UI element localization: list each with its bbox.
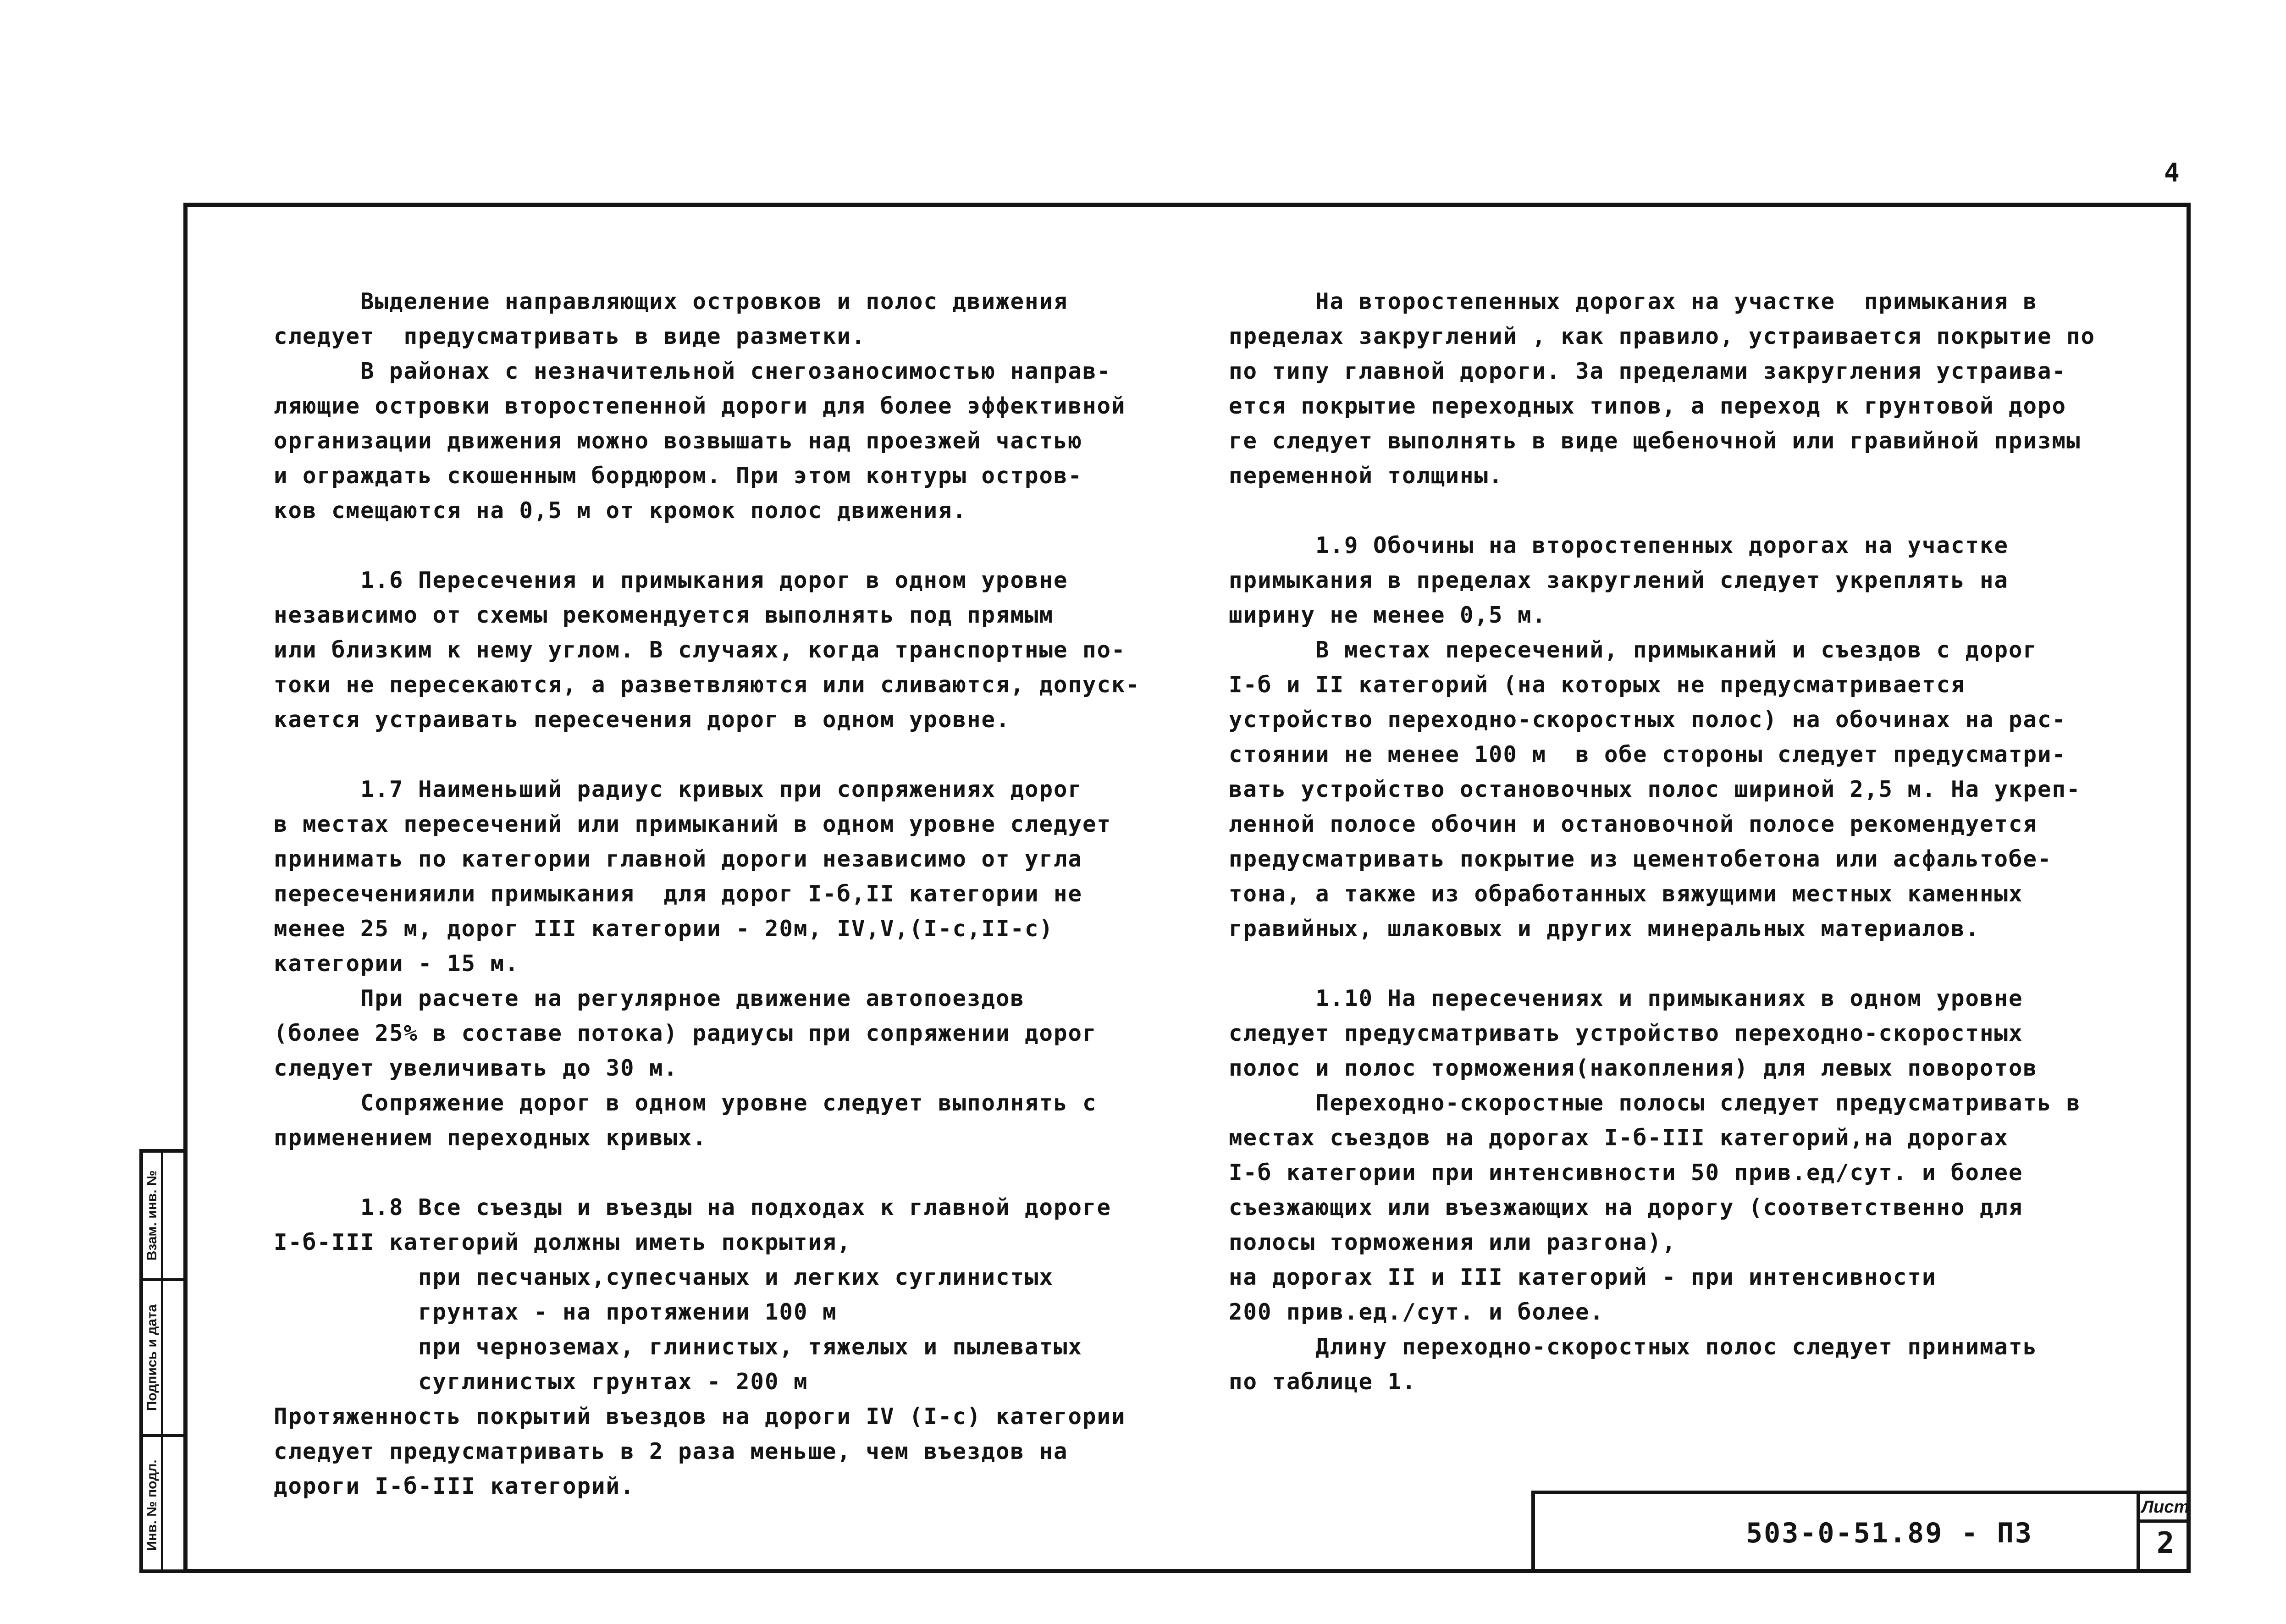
corner-page-number: 4	[2164, 158, 2180, 188]
text-line: дороги I-б-III категорий.	[274, 1473, 635, 1499]
stamp-column-labels	[143, 1153, 163, 1569]
text-line: I-б категории при интенсивности 50 прив.ед/сут. и более	[1229, 1160, 2023, 1186]
stamp-label-replacement-inventory: Взам. инв. №	[144, 1170, 160, 1261]
text-line: ется покрытие переходных типов, а переход к грунтовой доро	[1229, 393, 2067, 419]
sheet-box	[2137, 1494, 2191, 1573]
title-block	[1531, 1491, 2191, 1573]
text-line: I-б-III категорий должны иметь покрытия,	[274, 1229, 852, 1255]
text-line: по таблице 1.	[1229, 1369, 1417, 1395]
document-code: 503-0-51.89 - ПЗ	[1746, 1517, 2033, 1549]
text-line: На второстепенных дорогах на участке примыкания в	[1229, 288, 2038, 315]
text-line: тона, а также из обработанных вяжущими местных каменных	[1229, 881, 2023, 907]
text-line: ге следует выполнять в виде щебеночной или гравийной призмы	[1229, 428, 2081, 454]
text-line: следует предусматривать устройство переходно-скоростных	[1229, 1020, 2023, 1046]
text-line: 1.6 Пересечения и примыкания дорог в одном уровне	[274, 567, 1068, 593]
stamp-value-cell	[163, 1153, 184, 1281]
sheet-number: 2	[2156, 1526, 2175, 1560]
text-line: или близким к нему углом. В случаях, когда транспортные по-	[274, 637, 1126, 663]
text-line: 200 прив.ед./сут. и более.	[1229, 1299, 1605, 1325]
stamp-column-values	[163, 1153, 184, 1569]
stamp-cell-signature-date	[143, 1281, 161, 1437]
text-line: менее 25 м, дорог III категории - 20м, IV,V,(I-с,II-с)	[274, 916, 1054, 942]
text-line: независимо от схемы рекомендуется выполнять под прямым	[274, 602, 1054, 628]
text-line: принимать по категории главной дороги независимо от угла	[274, 846, 1083, 872]
text-line: съезжающих или въезжающих на дорогу (соответственно для	[1229, 1194, 2023, 1221]
text-line: грунтах - на протяжении 100 м	[274, 1299, 837, 1325]
text-line: вать устройство остановочных полос шириной 2,5 м. На укреп-	[1229, 776, 2081, 802]
text-line: Переходно-скоростные полосы следует предусматривать в	[1229, 1090, 2081, 1116]
text-line: суглинистых грунтах - 200 м	[274, 1369, 808, 1395]
text-line: устройство переходно-скоростных полос) на обочинах на рас-	[1229, 707, 2067, 733]
text-line: (более 25% в составе потока) радиусы при сопряжении дорог	[274, 1020, 1097, 1046]
text-line: 1.8 Все съезды и въезды на подходах к главной дороге	[274, 1194, 1112, 1221]
text-line: 1.10 На пересечениях и примыканиях в одном уровне	[1229, 985, 2023, 1011]
text-line: I-б и II категорий (на которых не предусматривается	[1229, 672, 1966, 698]
stamp-cell-replacement-inventory	[143, 1153, 161, 1281]
text-line: 1.9 Обочины на второстепенных дорогах на участке	[1229, 532, 2009, 558]
stamp-value-cell	[163, 1437, 184, 1573]
text-line: местах съездов на дорогах I-б-III категорий,на дорогах	[1229, 1125, 2009, 1151]
text-line: применением переходных кривых.	[274, 1125, 707, 1151]
text-line: гравийных, шлаковых и других минеральных материалов.	[1229, 916, 1980, 942]
text-line: следует предусматривать в виде разметки.	[274, 323, 866, 349]
paragraph-gap	[274, 1155, 1209, 1190]
stamp-value-cell	[163, 1281, 184, 1437]
text-line: пределах закруглений , как правило, устраивается покрытие по	[1229, 323, 2096, 349]
text-line: Протяженность покрытий въездов на дороги IV (I-с) категории	[274, 1403, 1126, 1430]
stamp-label-original-inventory: Инв. № подл.	[144, 1459, 160, 1551]
paragraph-gap	[1229, 493, 2146, 528]
text-line: и ограждать скошенным бордюром. При этом контуры остров-	[274, 463, 1083, 489]
sheet-label: Лист	[2140, 1494, 2191, 1523]
stamp-cell-original-inventory	[143, 1437, 161, 1573]
text-line: примыкания в пределах закруглений следует укреплять на	[1229, 567, 2009, 593]
stamp-label-signature-date: Подпись и дата	[144, 1304, 160, 1411]
text-line: при черноземах, глинистых, тяжелых и пылеватых	[274, 1334, 1083, 1360]
paragraph-gap	[274, 528, 1209, 563]
text-line: на дорогах II и III категорий - при интенсивности	[1229, 1264, 1937, 1290]
left-text-column	[274, 284, 1209, 1504]
text-line: ленной полосе обочин и остановочной полосе рекомендуется	[1229, 811, 2038, 837]
text-line: организации движения можно возвышать над проезжей частью	[274, 428, 1083, 454]
text-line: При расчете на регулярное движение автопоездов	[274, 985, 1025, 1011]
text-line: ляющие островки второстепенной дороги для более эффективной	[274, 393, 1126, 419]
text-line: полосы торможения или разгона),	[1229, 1229, 1677, 1255]
text-line: переменной толщины.	[1229, 463, 1503, 489]
paragraph-gap	[1229, 946, 2146, 981]
right-text-column	[1229, 284, 2146, 1399]
text-line: стоянии не менее 100 м в обе стороны следует предусматри-	[1229, 741, 2067, 768]
text-line: полос и полос торможения(накопления) для левых поворотов	[1229, 1055, 2038, 1081]
side-stamp	[139, 1149, 184, 1573]
text-line: ширину не менее 0,5 м.	[1229, 602, 1547, 628]
text-line: при песчаных,супесчаных и легких суглинистых	[274, 1264, 1054, 1290]
paragraph-gap	[274, 737, 1209, 772]
text-line: 1.7 Наименьший радиус кривых при сопряжениях дорог	[274, 776, 1083, 802]
text-line: Сопряжение дорог в одном уровне следует выполнять с	[274, 1090, 1097, 1116]
text-line: В районах с незначительной снегозаносимостью направ-	[274, 358, 1112, 384]
text-line: кается устраивать пересечения дорог в одном уровне.	[274, 707, 1010, 733]
text-line: пересеченияили примыкания для дорог I-б,II категории не	[274, 881, 1083, 907]
text-line: токи не пересекаются, а разветвляются или сливаются, допуск-	[274, 672, 1141, 698]
text-line: Выделение направляющих островков и полос движения	[274, 288, 1068, 315]
text-line: в местах пересечений или примыканий в одном уровне следует	[274, 811, 1112, 837]
text-line: Длину переходно-скоростных полос следует принимать	[1229, 1334, 2038, 1360]
text-line: В местах пересечений, примыканий и съездов с дорог	[1229, 637, 2038, 663]
text-line: ков смещаются на 0,5 м от кромок полос движения.	[274, 497, 967, 524]
text-line: категории - 15 м.	[274, 950, 519, 977]
text-line: следует увеличивать до 30 м.	[274, 1055, 679, 1081]
text-line: следует предусматривать в 2 раза меньше, чем въездов на	[274, 1438, 1068, 1464]
text-line: предусматривать покрытие из цементобетона или асфальтобе-	[1229, 846, 2052, 872]
text-line: по типу главной дороги. За пределами закругления устраива-	[1229, 358, 2067, 384]
